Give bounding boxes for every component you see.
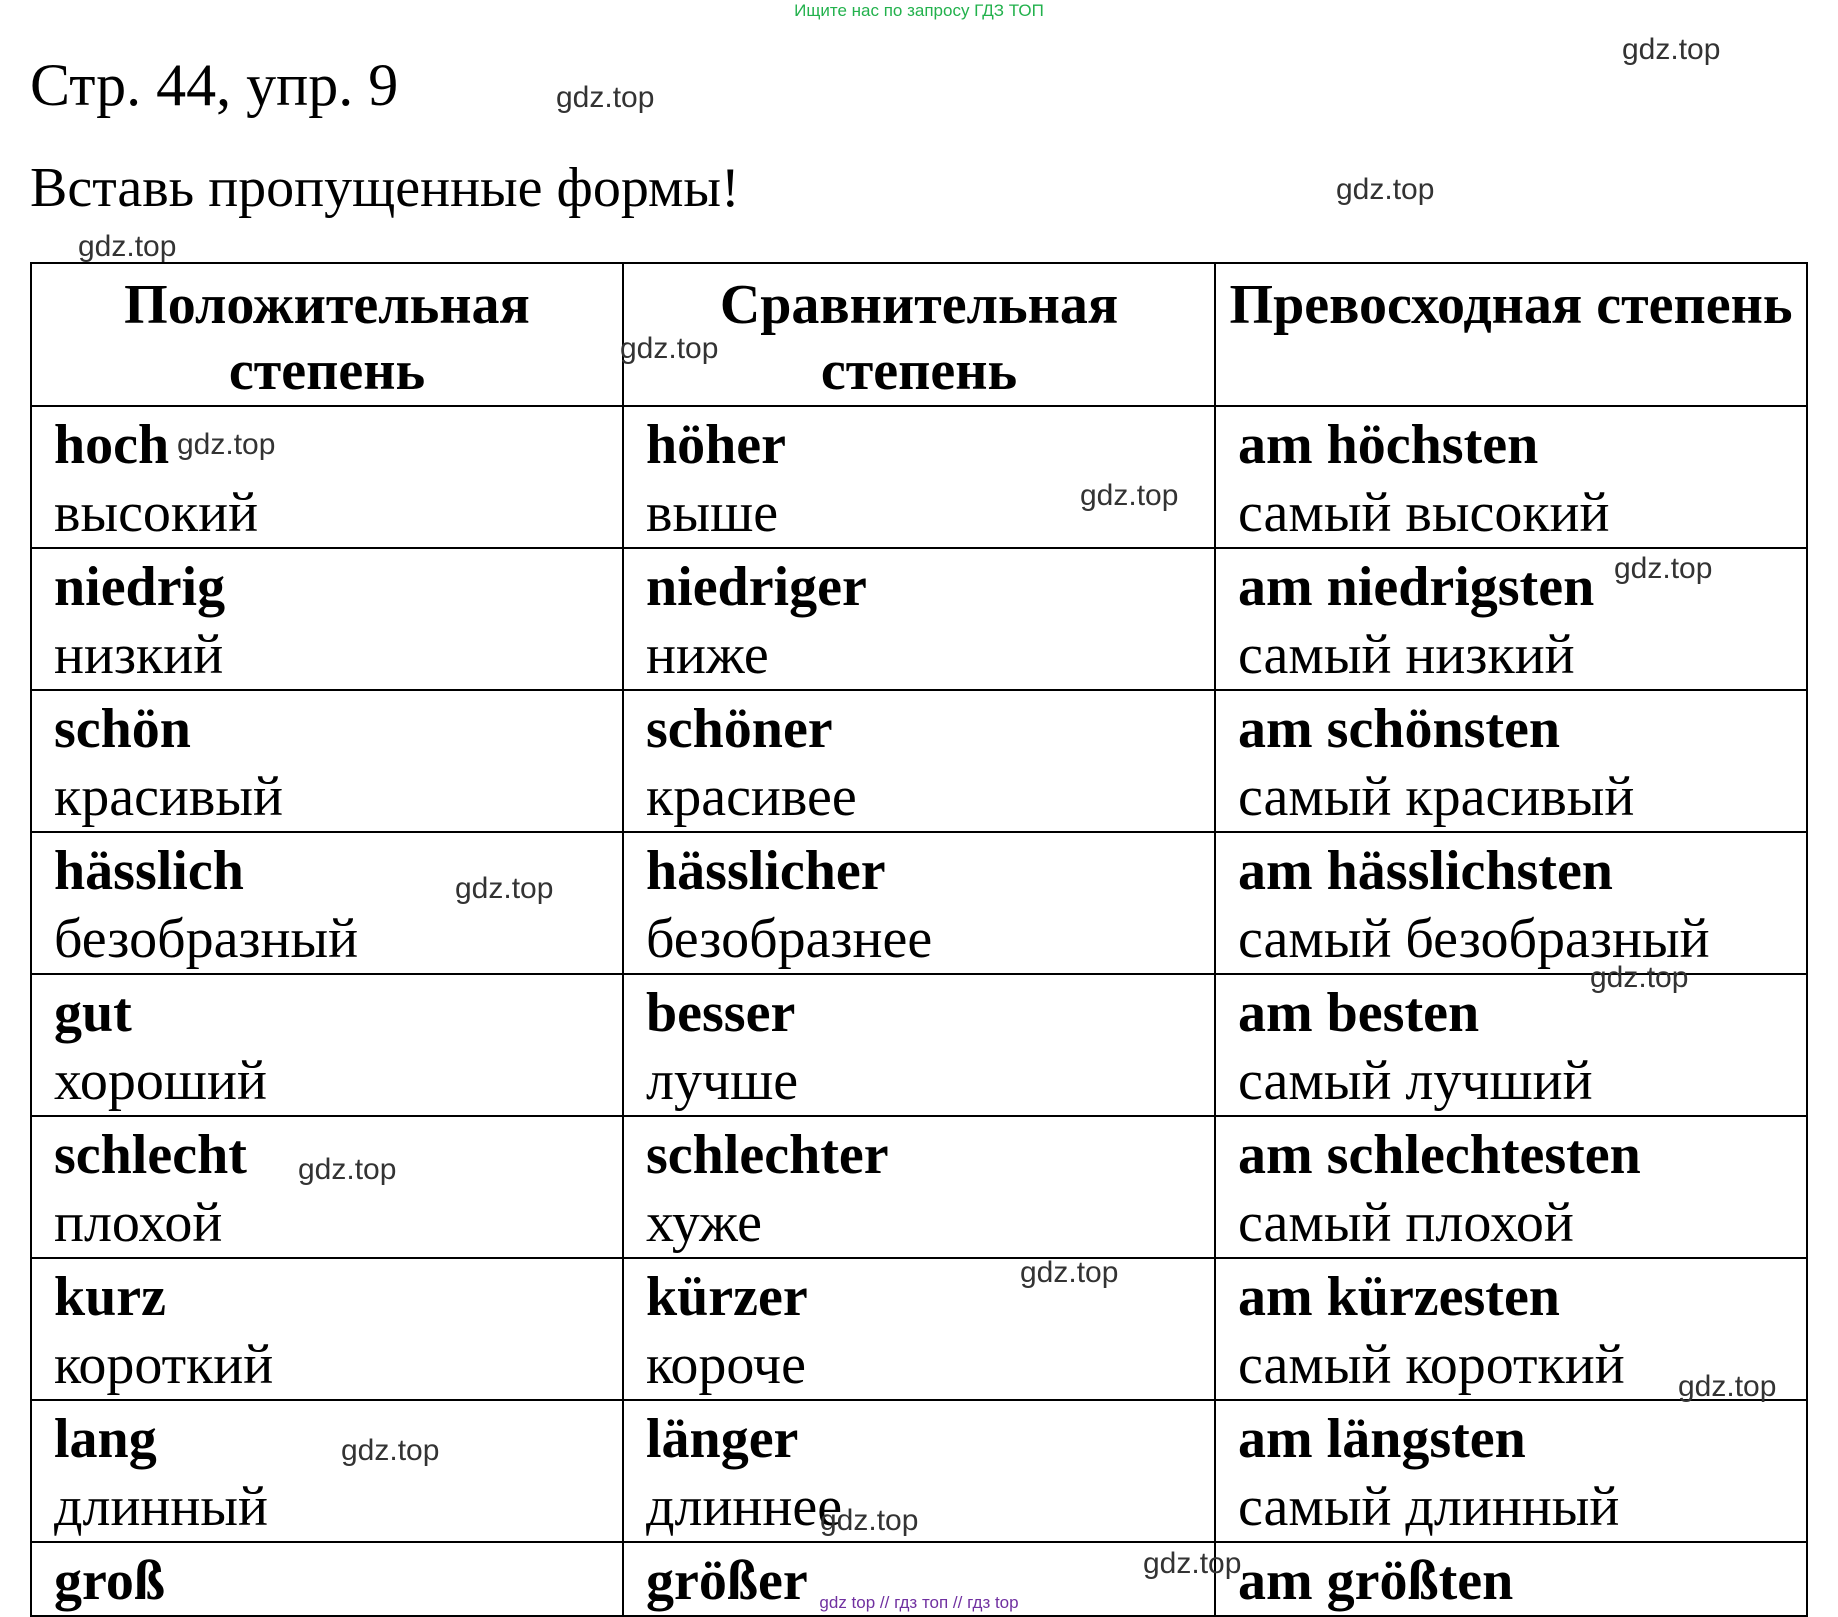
cell-superlative bbox=[1215, 548, 1807, 690]
cell-comparative bbox=[623, 832, 1215, 974]
russian-translation: самый плохой bbox=[1238, 1192, 1574, 1254]
header-positive: Положительная степень bbox=[31, 263, 623, 406]
cell-superlative bbox=[1215, 832, 1807, 974]
cell-superlative bbox=[1215, 1116, 1807, 1258]
header-comparative: Сравнительная степень bbox=[623, 263, 1215, 406]
german-word: schlechter bbox=[646, 1124, 889, 1186]
german-word: am längsten bbox=[1238, 1408, 1526, 1470]
russian-translation: самый короткий bbox=[1238, 1334, 1625, 1396]
cell-positive bbox=[31, 1258, 623, 1400]
watermark: gdz.top bbox=[620, 332, 719, 365]
russian-translation: высокий bbox=[54, 482, 259, 544]
german-word: niedriger bbox=[646, 556, 867, 618]
russian-translation: хуже bbox=[646, 1192, 762, 1254]
footer-links: gdz top // гдз топ // гдз top bbox=[819, 1593, 1019, 1612]
page-title: Стр. 44, упр. 9 bbox=[30, 52, 399, 118]
watermark: gdz.top bbox=[820, 1504, 919, 1537]
watermark: gdz.top bbox=[556, 81, 655, 114]
cell-comparative bbox=[623, 406, 1215, 548]
russian-translation: красивый bbox=[54, 766, 283, 828]
cell-superlative bbox=[1215, 974, 1807, 1116]
watermark: gdz.top bbox=[1622, 33, 1721, 66]
russian-translation: лучше bbox=[646, 1050, 799, 1112]
german-word: größer bbox=[646, 1550, 808, 1612]
cell-comparative bbox=[623, 690, 1215, 832]
russian-translation: хороший bbox=[54, 1050, 267, 1112]
table-row bbox=[31, 406, 1807, 548]
german-word: hässlich bbox=[54, 840, 244, 902]
german-word: hässlicher bbox=[646, 840, 886, 902]
cell-comparative bbox=[623, 1116, 1215, 1258]
german-word: am kürzesten bbox=[1238, 1266, 1560, 1328]
watermark: gdz.top bbox=[1590, 961, 1689, 994]
german-word: am schlechtesten bbox=[1238, 1124, 1641, 1186]
german-word: kürzer bbox=[646, 1266, 808, 1328]
russian-translation: выше bbox=[646, 482, 779, 544]
table-row bbox=[31, 548, 1807, 690]
watermark: gdz.top bbox=[177, 428, 276, 461]
comparison-table bbox=[30, 262, 1808, 1617]
russian-translation: самый низкий bbox=[1238, 624, 1575, 686]
watermark: gdz.top bbox=[1678, 1370, 1777, 1403]
russian-translation: плохой bbox=[54, 1192, 223, 1254]
russian-translation: безобразный bbox=[54, 908, 359, 970]
cell-superlative bbox=[1215, 1400, 1807, 1542]
german-word: kurz bbox=[54, 1266, 166, 1328]
german-word: besser bbox=[646, 982, 796, 1044]
german-word: höher bbox=[646, 414, 786, 476]
watermark: gdz.top bbox=[1614, 552, 1713, 585]
cell-comparative bbox=[623, 1400, 1215, 1542]
cell-positive bbox=[31, 1116, 623, 1258]
russian-translation: самый высокий bbox=[1238, 482, 1610, 544]
watermark: gdz.top bbox=[78, 230, 177, 263]
german-word: lang bbox=[54, 1408, 157, 1470]
cell-comparative bbox=[623, 1258, 1215, 1400]
watermark: gdz.top bbox=[1143, 1547, 1242, 1580]
german-word: groß bbox=[54, 1550, 165, 1612]
table-row bbox=[31, 1116, 1807, 1258]
cell-comparative bbox=[623, 974, 1215, 1116]
watermark: gdz.top bbox=[341, 1434, 440, 1467]
table-row bbox=[31, 690, 1807, 832]
cell-superlative bbox=[1215, 690, 1807, 832]
cell-positive bbox=[31, 1400, 623, 1542]
cell-comparative bbox=[623, 548, 1215, 690]
german-word: am größten bbox=[1238, 1550, 1514, 1612]
russian-translation: ниже bbox=[646, 624, 769, 686]
table-row bbox=[31, 832, 1807, 974]
watermark: gdz.top bbox=[1336, 173, 1435, 206]
cell-positive bbox=[31, 406, 623, 548]
russian-translation: длиннее bbox=[646, 1476, 843, 1538]
watermark: gdz.top bbox=[298, 1153, 397, 1186]
russian-translation: длинный bbox=[54, 1476, 268, 1538]
header-superlative: Превосходная степень bbox=[1215, 263, 1807, 406]
cell-positive bbox=[31, 690, 623, 832]
russian-translation: самый красивый bbox=[1238, 766, 1635, 828]
russian-translation: низкий bbox=[54, 624, 224, 686]
watermark: gdz.top bbox=[455, 872, 554, 905]
top-banner: Ищите нас по запросу ГДЗ ТОП bbox=[794, 1, 1044, 20]
table-header-row bbox=[31, 263, 1807, 406]
german-word: schöner bbox=[646, 698, 833, 760]
cell-positive bbox=[31, 974, 623, 1116]
watermark: gdz.top bbox=[1080, 479, 1179, 512]
cell-positive bbox=[31, 548, 623, 690]
german-word: am besten bbox=[1238, 982, 1480, 1044]
russian-translation: самый длинный bbox=[1238, 1476, 1620, 1538]
watermark: gdz.top bbox=[1020, 1256, 1119, 1289]
german-word: länger bbox=[646, 1408, 799, 1470]
russian-translation: самый лучший bbox=[1238, 1050, 1593, 1112]
cell-superlative bbox=[1215, 406, 1807, 548]
russian-translation: самый безобразный bbox=[1238, 908, 1710, 970]
german-word: am hässlichsten bbox=[1238, 840, 1613, 902]
russian-translation: красивее bbox=[646, 766, 857, 828]
german-word: hoch bbox=[54, 414, 170, 476]
russian-translation: короче bbox=[646, 1334, 806, 1396]
russian-translation: короткий bbox=[54, 1334, 274, 1396]
german-word: niedrig bbox=[54, 556, 226, 618]
table-row bbox=[31, 1258, 1807, 1400]
russian-translation: безобразнее bbox=[646, 908, 933, 970]
german-word: schlecht bbox=[54, 1124, 247, 1186]
table-row bbox=[31, 974, 1807, 1116]
exercise-instruction: Вставь пропущенные формы! bbox=[30, 157, 740, 219]
german-word: am schönsten bbox=[1238, 698, 1561, 760]
german-word: am höchsten bbox=[1238, 414, 1539, 476]
german-word: schön bbox=[54, 698, 191, 760]
german-word: gut bbox=[54, 982, 132, 1044]
table-body bbox=[31, 406, 1807, 1616]
table-row bbox=[31, 1400, 1807, 1542]
german-word: am niedrigsten bbox=[1238, 556, 1595, 618]
